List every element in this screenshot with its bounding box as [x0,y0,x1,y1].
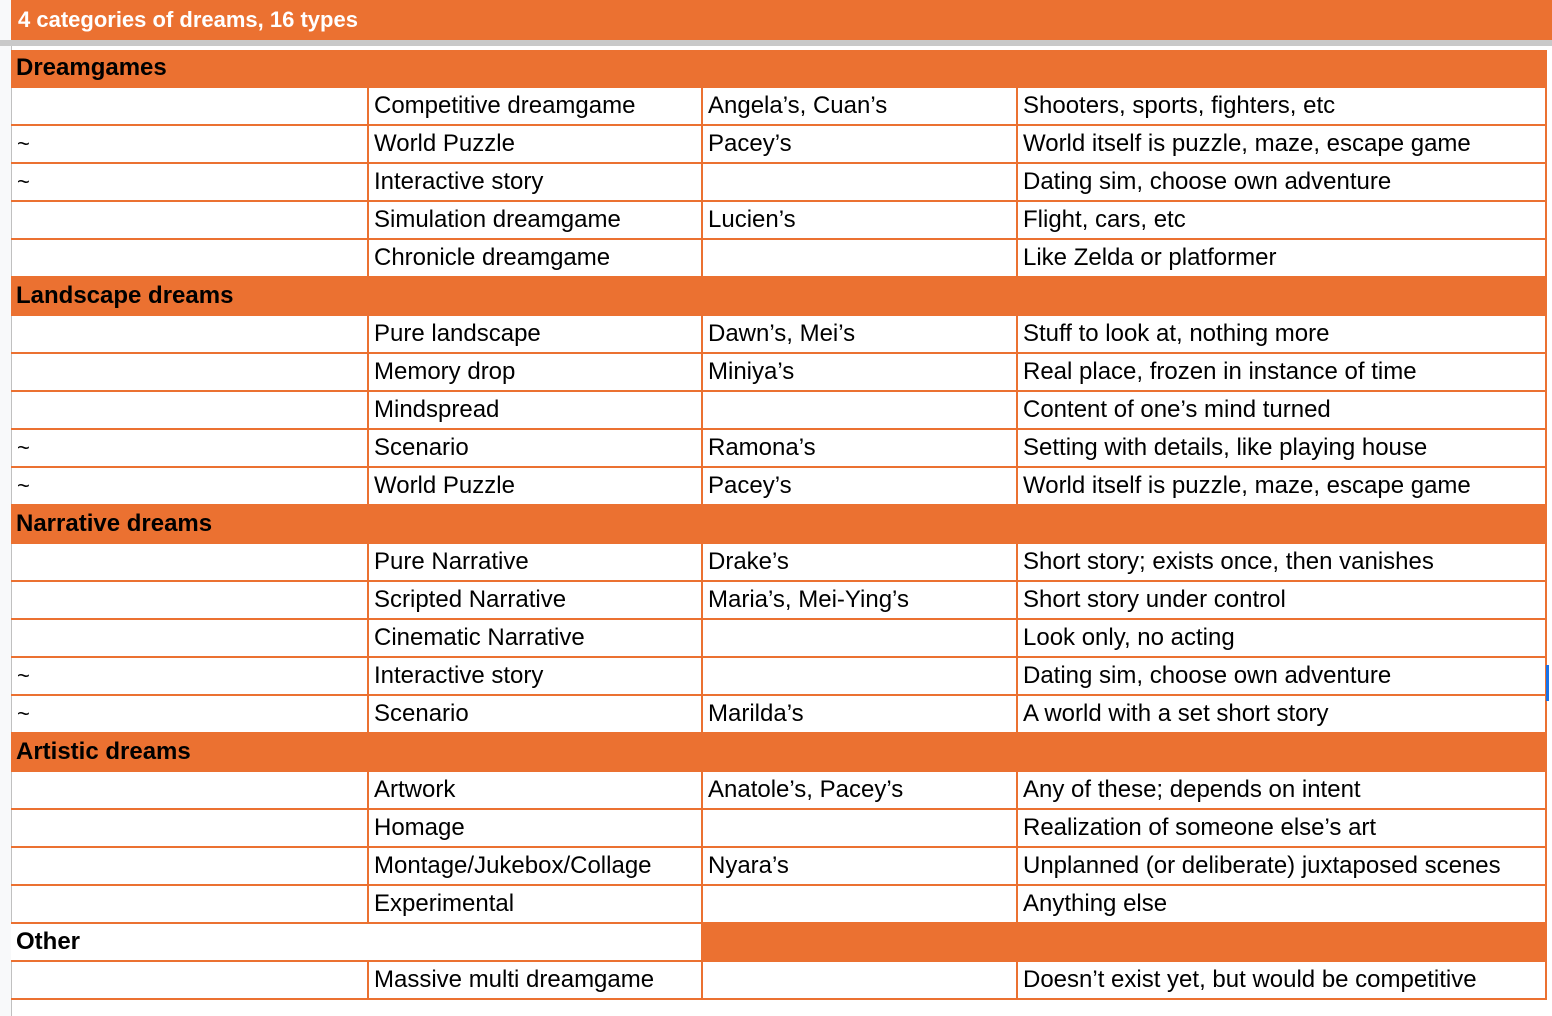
table-row [11,962,1547,1000]
type-cell[interactable]: Montage/Jukebox/Collage [369,848,703,886]
type-cell[interactable]: Scenario [369,430,703,468]
type-cell[interactable]: Experimental [369,886,703,924]
category-row [11,506,1547,544]
examples-cell[interactable]: Ramona’s [703,430,1018,468]
table-row [11,582,1547,620]
description-cell[interactable]: Shooters, sports, fighters, etc [1018,88,1547,126]
mark-cell[interactable] [11,848,369,886]
examples-cell[interactable]: Angela’s, Cuan’s [703,88,1018,126]
examples-cell[interactable]: Miniya’s [703,354,1018,392]
table-row [11,620,1547,658]
category-cell[interactable] [1018,50,1547,88]
category-cell[interactable] [703,278,1018,316]
description-cell[interactable]: World itself is puzzle, maze, escape game [1018,468,1547,506]
description-cell[interactable]: Dating sim, choose own adventure [1018,658,1547,696]
type-cell[interactable]: Chronicle dreamgame [369,240,703,278]
description-cell[interactable]: Real place, frozen in instance of time [1018,354,1547,392]
type-cell[interactable]: Competitive dreamgame [369,88,703,126]
mark-cell[interactable] [11,544,369,582]
examples-cell[interactable]: Pacey’s [703,126,1018,164]
description-cell[interactable]: Look only, no acting [1018,620,1547,658]
examples-cell[interactable]: Pacey’s [703,468,1018,506]
description-cell[interactable]: Short story under control [1018,582,1547,620]
category-cell[interactable] [1018,278,1547,316]
mark-cell[interactable] [11,202,369,240]
examples-cell[interactable]: Drake’s [703,544,1018,582]
mark-cell[interactable] [11,582,369,620]
category-cell[interactable] [1018,734,1547,772]
table-row [11,88,1547,126]
grid-edge [1547,46,1552,1016]
examples-cell[interactable]: Maria’s, Mei-Ying’s [703,582,1018,620]
type-cell[interactable]: Pure Narrative [369,544,703,582]
description-cell[interactable]: Dating sim, choose own adventure [1018,164,1547,202]
description-cell[interactable]: Unplanned (or deliberate) juxtaposed scenes [1018,848,1547,886]
type-cell[interactable]: Artwork [369,772,703,810]
mark-cell[interactable] [11,88,369,126]
description-cell[interactable]: Stuff to look at, nothing more [1018,316,1547,354]
type-cell[interactable]: World Puzzle [369,468,703,506]
mark-cell[interactable]: ~ [11,430,369,468]
table-row [11,354,1547,392]
examples-cell[interactable] [703,962,1018,1000]
examples-cell[interactable] [703,240,1018,278]
type-cell[interactable]: Scripted Narrative [369,582,703,620]
type-cell[interactable]: World Puzzle [369,126,703,164]
examples-cell[interactable]: Marilda’s [703,696,1018,734]
description-cell[interactable]: Doesn’t exist yet, but would be competitive [1018,962,1547,1000]
mark-cell[interactable] [11,886,369,924]
table-row [11,468,1547,506]
description-cell[interactable]: Any of these; depends on intent [1018,772,1547,810]
table-row [11,886,1547,924]
type-cell[interactable]: Pure landscape [369,316,703,354]
table-row [11,658,1547,696]
examples-cell[interactable]: Nyara’s [703,848,1018,886]
category-row [11,50,1547,88]
mark-cell[interactable] [11,620,369,658]
sheet-title-cell[interactable]: 4 categories of dreams, 16 types [11,0,1552,40]
examples-cell[interactable] [703,886,1018,924]
category-label[interactable]: Narrative dreams [11,506,703,544]
frozen-row-divider[interactable] [0,40,1552,46]
category-cell[interactable] [703,734,1018,772]
category-label[interactable]: Artistic dreams [11,734,703,772]
table-row [11,126,1547,164]
examples-cell[interactable] [703,620,1018,658]
examples-cell[interactable] [703,810,1018,848]
description-cell[interactable]: Realization of someone else’s art [1018,810,1547,848]
type-cell[interactable]: Mindspread [369,392,703,430]
type-cell[interactable]: Homage [369,810,703,848]
category-cell[interactable] [1018,924,1547,962]
type-cell[interactable]: Interactive story [369,658,703,696]
examples-cell[interactable]: Lucien’s [703,202,1018,240]
description-cell[interactable]: A world with a set short story [1018,696,1547,734]
examples-cell[interactable] [703,392,1018,430]
category-cell[interactable] [703,506,1018,544]
examples-cell[interactable] [703,164,1018,202]
table-row [11,202,1547,240]
type-cell[interactable]: Cinematic Narrative [369,620,703,658]
mark-cell[interactable]: ~ [11,164,369,202]
description-cell[interactable]: Like Zelda or platformer [1018,240,1547,278]
mark-cell[interactable] [11,962,369,1000]
category-cell[interactable] [703,50,1018,88]
examples-cell[interactable] [703,658,1018,696]
table-row [11,848,1547,886]
mark-cell[interactable]: ~ [11,126,369,164]
category-cell[interactable] [1018,506,1547,544]
table-row [11,430,1547,468]
mark-cell[interactable] [11,354,369,392]
table-row [11,164,1547,202]
table-row [11,392,1547,430]
mark-cell[interactable] [11,772,369,810]
table-row [11,544,1547,582]
mark-cell[interactable] [11,392,369,430]
table-row [11,240,1547,278]
description-cell[interactable]: Flight, cars, etc [1018,202,1547,240]
description-cell[interactable]: Content of one’s mind turned [1018,392,1547,430]
mark-cell[interactable] [11,316,369,354]
type-cell[interactable]: Interactive story [369,164,703,202]
description-cell[interactable]: World itself is puzzle, maze, escape game [1018,126,1547,164]
category-row [11,278,1547,316]
type-cell[interactable]: Simulation dreamgame [369,202,703,240]
category-label[interactable]: Other [11,924,703,962]
table-row [11,696,1547,734]
table-row [11,810,1547,848]
table-row [11,772,1547,810]
mark-cell[interactable]: ~ [11,696,369,734]
description-cell[interactable]: Setting with details, like playing house [1018,430,1547,468]
selection-indicator [1546,665,1549,701]
examples-cell[interactable]: Anatole’s, Pacey’s [703,772,1018,810]
category-label[interactable]: Landscape dreams [11,278,703,316]
type-cell[interactable]: Massive multi dreamgame [369,962,703,1000]
table-row [11,316,1547,354]
category-label[interactable]: Dreamgames [11,50,703,88]
mark-cell[interactable]: ~ [11,468,369,506]
category-row [11,924,1547,962]
type-cell[interactable]: Memory drop [369,354,703,392]
type-cell[interactable]: Scenario [369,696,703,734]
category-cell[interactable] [703,924,1018,962]
description-cell[interactable]: Short story; exists once, then vanishes [1018,544,1547,582]
category-row [11,734,1547,772]
mark-cell[interactable]: ~ [11,658,369,696]
examples-cell[interactable]: Dawn’s, Mei’s [703,316,1018,354]
mark-cell[interactable] [11,240,369,278]
mark-cell[interactable] [11,810,369,848]
description-cell[interactable]: Anything else [1018,886,1547,924]
